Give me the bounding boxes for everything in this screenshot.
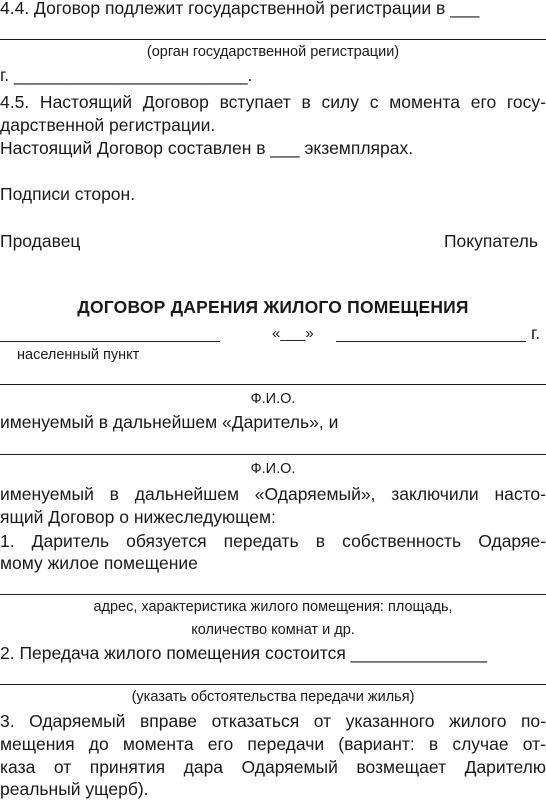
transfer-caption: (указать обстоятельства передачи жилья) [131, 689, 415, 705]
address-blank [0, 594, 546, 595]
clause-4-5-line-1: 4.5. Настоящий Договор вступает в силу с момента его госу- [0, 92, 546, 112]
donee-fio-caption: Ф.И.О. [250, 461, 296, 477]
clause-4-4: 4.4. Договор подлежит государственной регистрации в ___ [0, 0, 480, 18]
clause-2-line: 2. Передача жилого помещения состоится ______________ [0, 643, 487, 663]
clause-3-line-1: 3. Одаряемый вправе отказаться от указанного жилого по- [0, 711, 546, 731]
donor-name-blank [0, 384, 546, 385]
donor-line: именуемый в дальнейшем «Даритель», и [0, 412, 339, 432]
signatures-heading: Подписи сторон. [0, 184, 136, 204]
donee-line-2: ящий Договор о нижеследующем: [0, 507, 276, 527]
clause-3-line-3: каза от принятия дара Одаряемый возмещает Дарителю [0, 757, 546, 777]
place-blank [0, 341, 220, 342]
donee-line-1: именуемый в дальнейшем «Одаряемый», заключили насто- [0, 484, 546, 504]
buyer-label: Покупатель [443, 231, 538, 251]
transfer-blank [0, 684, 546, 685]
clause-3-line-2: мещения до момента его передачи (вариант: в случае от- [0, 734, 546, 754]
city-line: г. ________________________. [0, 65, 253, 85]
seller-label: Продавец [0, 231, 81, 251]
place-caption: населенный пункт [17, 347, 140, 363]
registration-body-caption: (орган государственной регистрации) [146, 44, 400, 60]
clause-1-line-1: 1. Даритель обязуется передать в собственность Одаряе- [0, 531, 546, 551]
contract-title: ДОГОВОР ДАРЕНИЯ ЖИЛОГО ПОМЕЩЕНИЯ [77, 297, 469, 317]
year-suffix: г. [531, 323, 541, 343]
clause-3-line-4: реальный ущерб). [0, 779, 149, 799]
date-blank [336, 341, 526, 342]
clause-4-5-line-2: дарственной регистрации. [0, 115, 216, 135]
donor-fio-caption: Ф.И.О. [250, 391, 296, 407]
clause-1-line-2: мому жилое помещение [0, 553, 198, 573]
address-caption-2: количество комнат и др. [191, 622, 355, 638]
donee-name-blank [0, 454, 546, 455]
address-caption-1: адрес, характеристика жилого помещения: площадь, [93, 599, 453, 615]
date-day-quote: «___» [272, 325, 314, 342]
registration-body-blank [0, 39, 546, 40]
copies-line: Настоящий Договор составлен в ___ экземплярах. [0, 138, 414, 158]
